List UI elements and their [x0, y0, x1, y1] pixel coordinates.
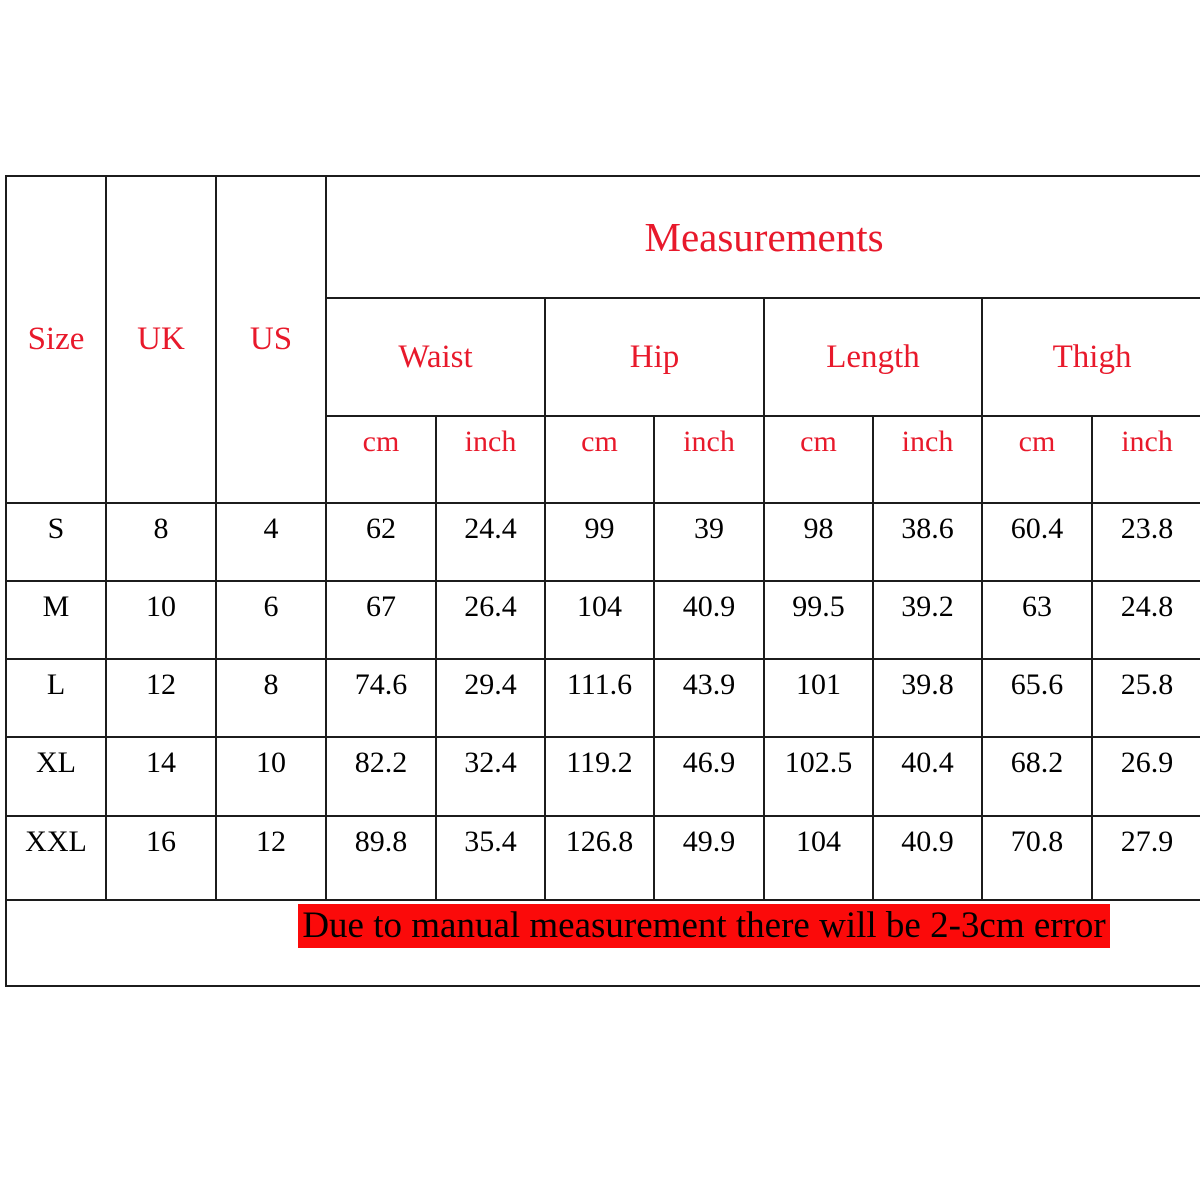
size-chart-container	[5, 175, 1200, 987]
hip-inch-value: 49.9	[654, 816, 764, 900]
length-inch-header: inch	[873, 416, 982, 503]
waist-cm-value: 62	[326, 503, 436, 581]
thigh-inch-value: 26.9	[1092, 737, 1200, 816]
thigh-cm-value: 70.8	[982, 816, 1092, 900]
thigh-cm-value: 60.4	[982, 503, 1092, 581]
uk-value: 8	[106, 503, 216, 581]
us-value: 4	[216, 503, 326, 581]
thigh-cm-value: 65.6	[982, 659, 1092, 737]
hip-cm-value: 126.8	[545, 816, 654, 900]
table-row-s	[6, 503, 1200, 581]
length-inch-value: 40.9	[873, 816, 982, 900]
thigh-inch-header: inch	[1092, 416, 1200, 503]
us-value: 12	[216, 816, 326, 900]
table-row-m	[6, 581, 1200, 659]
thigh-cm-value: 63	[982, 581, 1092, 659]
us-value: 10	[216, 737, 326, 816]
length-cm-header: cm	[764, 416, 873, 503]
hip-inch-value: 43.9	[654, 659, 764, 737]
length-inch-value: 40.4	[873, 737, 982, 816]
hip-inch-value: 39	[654, 503, 764, 581]
footer-cell	[6, 900, 1200, 986]
hip-inch-header: inch	[654, 416, 764, 503]
length-inch-value: 39.8	[873, 659, 982, 737]
us-column-header: US	[216, 176, 326, 503]
us-value: 8	[216, 659, 326, 737]
uk-value: 16	[106, 816, 216, 900]
measurement-error-note: Due to manual measurement there will be 2-3cm error	[298, 904, 1109, 948]
uk-value: 10	[106, 581, 216, 659]
waist-inch-value: 32.4	[436, 737, 545, 816]
size-value: S	[6, 503, 106, 581]
waist-inch-value: 26.4	[436, 581, 545, 659]
uk-column-header: UK	[106, 176, 216, 503]
thigh-cm-value: 68.2	[982, 737, 1092, 816]
length-inch-value: 39.2	[873, 581, 982, 659]
waist-cm-header: cm	[326, 416, 436, 503]
footer-row	[6, 900, 1200, 986]
length-inch-value: 38.6	[873, 503, 982, 581]
hip-cm-value: 104	[545, 581, 654, 659]
group-header-length: Length	[764, 298, 982, 416]
waist-cm-value: 89.8	[326, 816, 436, 900]
size-value: XL	[6, 737, 106, 816]
waist-cm-value: 74.6	[326, 659, 436, 737]
length-cm-value: 104	[764, 816, 873, 900]
us-value: 6	[216, 581, 326, 659]
group-header-waist: Waist	[326, 298, 545, 416]
header-row-measurements	[6, 176, 1200, 298]
waist-cm-value: 82.2	[326, 737, 436, 816]
size-value: M	[6, 581, 106, 659]
hip-inch-value: 46.9	[654, 737, 764, 816]
size-value: L	[6, 659, 106, 737]
uk-value: 14	[106, 737, 216, 816]
group-header-hip: Hip	[545, 298, 764, 416]
size-chart-table	[5, 175, 1200, 987]
length-cm-value: 101	[764, 659, 873, 737]
thigh-cm-header: cm	[982, 416, 1092, 503]
group-header-thigh: Thigh	[982, 298, 1200, 416]
waist-inch-value: 24.4	[436, 503, 545, 581]
hip-cm-value: 111.6	[545, 659, 654, 737]
length-cm-value: 102.5	[764, 737, 873, 816]
uk-value: 12	[106, 659, 216, 737]
hip-cm-value: 119.2	[545, 737, 654, 816]
size-column-header: Size	[6, 176, 106, 503]
measurements-title: Measurements	[326, 176, 1200, 298]
hip-cm-value: 99	[545, 503, 654, 581]
thigh-inch-value: 25.8	[1092, 659, 1200, 737]
thigh-inch-value: 24.8	[1092, 581, 1200, 659]
waist-inch-value: 35.4	[436, 816, 545, 900]
length-cm-value: 98	[764, 503, 873, 581]
length-cm-value: 99.5	[764, 581, 873, 659]
size-value: XXL	[6, 816, 106, 900]
table-row-xl	[6, 737, 1200, 816]
thigh-inch-value: 23.8	[1092, 503, 1200, 581]
waist-inch-value: 29.4	[436, 659, 545, 737]
hip-cm-header: cm	[545, 416, 654, 503]
waist-cm-value: 67	[326, 581, 436, 659]
hip-inch-value: 40.9	[654, 581, 764, 659]
waist-inch-header: inch	[436, 416, 545, 503]
table-row-xxl	[6, 816, 1200, 900]
thigh-inch-value: 27.9	[1092, 816, 1200, 900]
table-row-l	[6, 659, 1200, 737]
